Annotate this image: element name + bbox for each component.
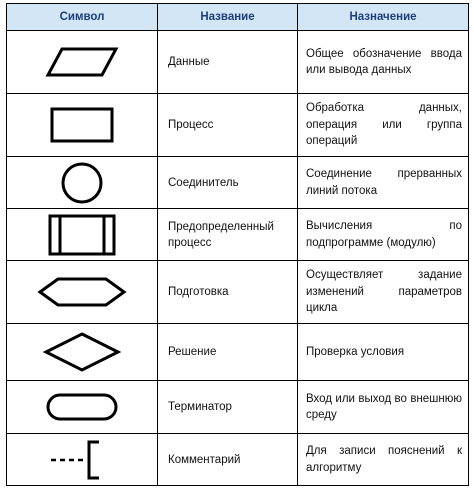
table-row [7,434,469,486]
table-row [7,94,469,157]
flowchart-symbols-table [6,3,469,486]
symbol-cell [7,94,158,157]
hexagon-icon [34,275,130,309]
table-row [7,31,469,94]
table-row [7,157,469,209]
symbol-cell [7,324,158,381]
desc-cell: Обработка данных, операция или группа операций [298,94,469,157]
predefined-process-icon [42,212,122,258]
name-cell: Процесс [158,94,298,157]
name-cell: Терминатор [158,381,298,434]
desc-cell: Соединение прерванных линий потока [298,157,469,209]
symbol-cell [7,261,158,324]
circle-icon [58,160,106,206]
symbol-cell [7,434,158,486]
table-row [7,324,469,381]
name-cell: Комментарий [158,434,298,486]
comment-bracket-icon [47,438,117,482]
desc-cell: Общее обозначение ввода или вывода данных [298,31,469,94]
name-cell: Данные [158,31,298,94]
terminator-icon [42,391,122,423]
name-cell: Решение [158,324,298,381]
symbol-cell [7,157,158,209]
parallelogram-icon [42,45,122,79]
table-row [7,261,469,324]
header-name: Название [158,4,298,31]
header-purpose: Назначение [298,4,469,31]
diamond-icon [40,330,124,374]
name-cell: Подготовка [158,261,298,324]
symbol-cell [7,381,158,434]
table-row [7,209,469,261]
name-cell: Соединитель [158,157,298,209]
table-header-row [7,4,469,31]
symbol-cell [7,209,158,261]
desc-cell: Осуществляет задание изменений параметров цикла [298,261,469,324]
desc-cell: Вход или выход во внешнюю среду [298,381,469,434]
rectangle-icon [42,105,122,145]
name-cell: Предопределенный процесс [158,209,298,261]
desc-cell: Проверка условия [298,324,469,381]
header-symbol: Символ [7,4,158,31]
desc-cell: Вычисления по подпрограмме (модулю) [298,209,469,261]
desc-cell: Для записи пояснений к алгоритму [298,434,469,486]
table-row [7,381,469,434]
symbol-cell [7,31,158,94]
